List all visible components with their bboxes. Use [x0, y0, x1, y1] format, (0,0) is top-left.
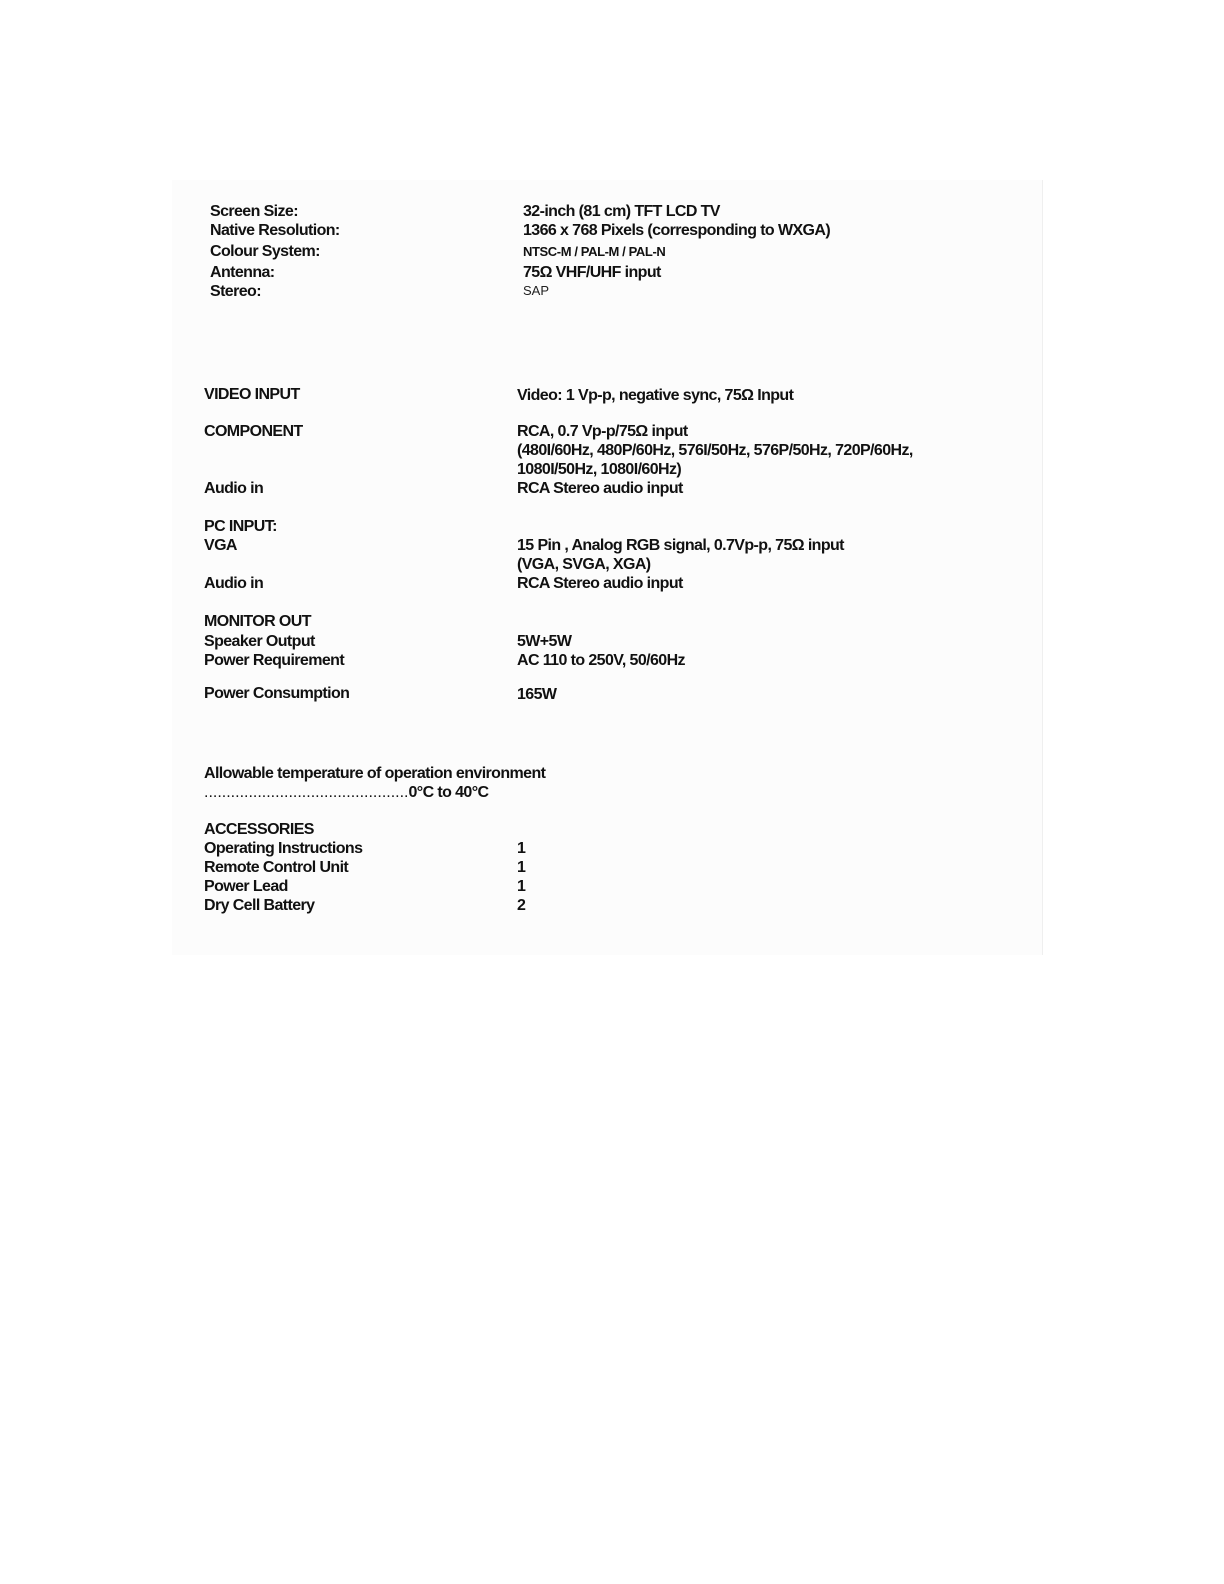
- video-input-heading: VIDEO INPUT: [204, 386, 300, 403]
- spec-value-colour-system: NTSC-M / PAL-M / PAL-N: [523, 244, 666, 259]
- power-requirement-value: AC 110 to 250V, 50/60Hz: [517, 652, 685, 669]
- component-audio-label: Audio in: [204, 480, 264, 497]
- spec-label-native-resolution: Native Resolution:: [210, 222, 340, 239]
- accessory-qty: 1: [517, 878, 526, 895]
- power-consumption-label: Power Consumption: [204, 685, 350, 702]
- pc-audio-value: RCA Stereo audio input: [517, 575, 683, 592]
- spec-label-screen-size: Screen Size:: [210, 203, 298, 220]
- temperature-range: 0°C to 40°C: [408, 784, 489, 801]
- accessory-qty: 1: [517, 859, 526, 876]
- monitor-out-heading: MONITOR OUT: [204, 613, 311, 630]
- accessory-name: Remote Control Unit: [204, 859, 349, 876]
- vga-value-line-2: (VGA, SVGA, XGA): [517, 556, 651, 573]
- accessory-name: Dry Cell Battery: [204, 897, 315, 914]
- spec-value-native-resolution: 1366 x 768 Pixels (corresponding to WXGA): [523, 222, 831, 239]
- temperature-line: [204, 783, 488, 802]
- speaker-output-label: Speaker Output: [204, 633, 315, 650]
- component-audio-value: RCA Stereo audio input: [517, 480, 683, 497]
- speaker-output-value: 5W+5W: [517, 633, 572, 650]
- accessories-heading: ACCESSORIES: [204, 821, 314, 838]
- video-input-value: Video: 1 Vp-p, negative sync, 75Ω Input: [517, 387, 794, 404]
- power-requirement-label: Power Requirement: [204, 652, 345, 669]
- temperature-heading: Allowable temperature of operation environment: [204, 765, 546, 782]
- power-consumption-value: 165W: [517, 686, 557, 703]
- component-value-line-1: RCA, 0.7 Vp-p/75Ω input: [517, 423, 688, 440]
- leader-dots: ..............................................: [204, 784, 409, 801]
- accessory-name: Power Lead: [204, 878, 288, 895]
- component-value-line-3: 1080I/50Hz, 1080I/60Hz): [517, 461, 682, 478]
- vga-value-line-1: 15 Pin , Analog RGB signal, 0.7Vp-p, 75Ω input: [517, 537, 844, 554]
- spec-value-antenna: 75Ω VHF/UHF input: [523, 264, 661, 281]
- accessory-name: Operating Instructions: [204, 840, 363, 857]
- spec-label-stereo: Stereo:: [210, 283, 261, 300]
- spec-value-screen-size: 32-inch (81 cm) TFT LCD TV: [523, 203, 720, 220]
- component-label: COMPONENT: [204, 423, 303, 440]
- spec-label-colour-system: Colour System:: [210, 243, 320, 260]
- accessory-qty: 2: [517, 897, 526, 914]
- component-value-line-2: (480I/60Hz, 480P/60Hz, 576I/50Hz, 576P/50Hz, 720P/60Hz,: [517, 442, 913, 459]
- pc-audio-label: Audio in: [204, 575, 264, 592]
- vga-label: VGA: [204, 537, 237, 554]
- spec-label-antenna: Antenna:: [210, 264, 275, 281]
- pc-input-heading: PC INPUT:: [204, 518, 277, 535]
- accessory-qty: 1: [517, 840, 526, 857]
- spec-value-stereo: SAP: [523, 283, 550, 298]
